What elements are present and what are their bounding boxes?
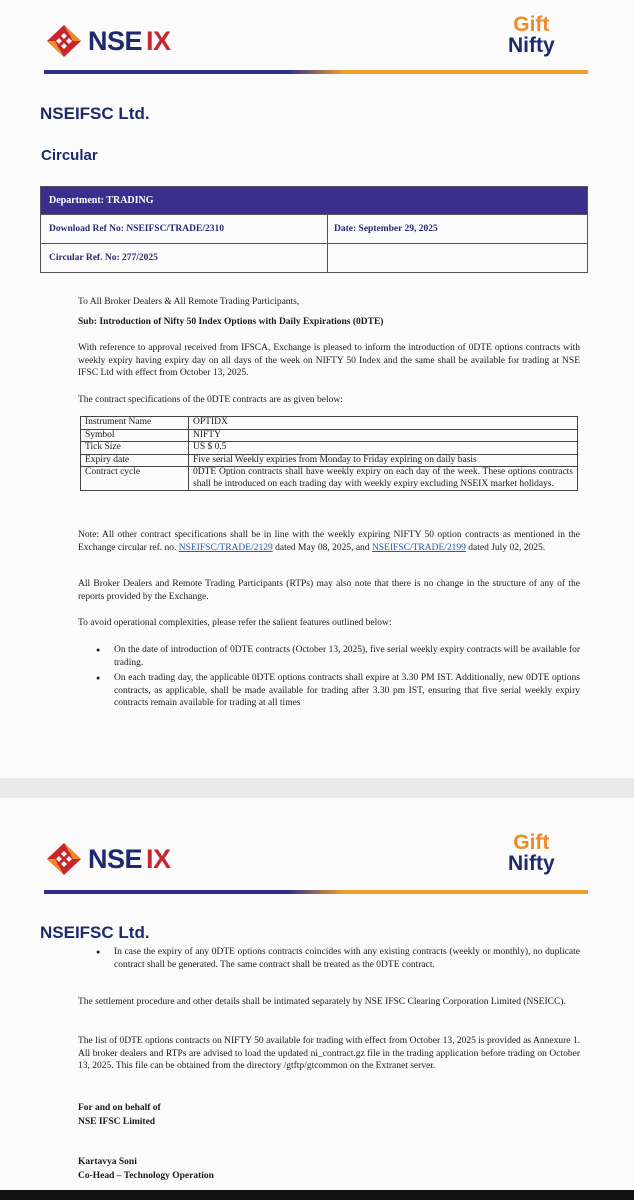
sign-off-entity: NSE IFSC Limited bbox=[78, 1117, 156, 1127]
empty-cell bbox=[328, 244, 587, 272]
signer-name: Kartavya Soni bbox=[78, 1157, 137, 1167]
nseix-logo bbox=[46, 24, 171, 58]
header-divider bbox=[44, 890, 588, 894]
company-name: NSEIFSC Ltd. bbox=[40, 923, 150, 942]
table-row bbox=[81, 442, 578, 455]
note-paragraph: Note: All other contract specifications shall be in line with the weekly expiring NIFTY 50 option contracts as mentioned in the Exchange circular ref. no. NSEIFSC/TRADE/2129 dated May 08, 2025, and NSEIFSC/TRADE/2199 dated July 02, 2025. bbox=[78, 530, 580, 553]
spec-intro: The contract specifications of the 0DTE contracts are as given below: bbox=[78, 395, 343, 405]
reports-paragraph: All Broker Dealers and Remote Trading Participants (RTPs) may also note that there is no change in the structure of any of the reports provided by the Exchange. bbox=[78, 579, 580, 602]
spec-value: OPTIDX bbox=[189, 417, 578, 430]
download-ref: Download Ref No: NSEIFSC/TRADE/2310 bbox=[41, 215, 328, 243]
spec-key: Contract cycle bbox=[81, 467, 189, 491]
circular-title: Circular bbox=[41, 147, 98, 164]
spec-value: 0DTE Option contracts shall have weekly expiry on each day of the week. These options contracts shall be introduced on each trading day with weekly expiry excluding NSEIX market holidays. bbox=[189, 467, 578, 491]
salient-features-list bbox=[96, 644, 580, 713]
contract-list-paragraph: The list of 0DTE options contracts on NIFTY 50 available for trading with effect from October 13, 2025 is provided as Annexure 1. All broker dealers and RTPs are advised to load the updated ni_contract.gz file in the trading application before trading on October 13, 2025. This file can be obtained from the directory /gtftp/gtcommon on the Extranet server. bbox=[78, 1036, 580, 1071]
table-row bbox=[81, 467, 578, 491]
department-band: Department: TRADING bbox=[41, 187, 587, 214]
settlement-paragraph: The settlement procedure and other details shall be intimated separately by NSE IFSC Clearing Corporation Limited (NSEICC). bbox=[78, 997, 566, 1007]
subject-line: Sub: Introduction of Nifty 50 Index Options with Daily Expirations (0DTE) bbox=[78, 317, 384, 327]
nifty-text: Nifty bbox=[508, 34, 555, 57]
nifty-text: Nifty bbox=[508, 852, 555, 875]
circular-date: Date: September 29, 2025 bbox=[334, 224, 438, 234]
circular-link-2129[interactable]: NSEIFSC/TRADE/2129 bbox=[178, 542, 273, 553]
salient-features-list-cont bbox=[96, 946, 580, 974]
reference-row bbox=[41, 243, 587, 272]
list-item: ● In case the expiry of any 0DTE options contracts coincides with any existing contracts (weekly or monthly), no duplicate contract shall be generated. The same contract shall be treated as the 0DTE contract. bbox=[96, 946, 580, 971]
logo-wordmark: NSE IX bbox=[88, 25, 171, 56]
spec-value: US $ 0.5 bbox=[189, 442, 578, 455]
circular-ref: Circular Ref. No: 277/2025 bbox=[41, 244, 328, 272]
gift-text: Gift bbox=[513, 13, 550, 36]
bottom-edge bbox=[0, 1190, 634, 1200]
company-name: NSEIFSC Ltd. bbox=[40, 104, 150, 123]
spec-value: Five serial Weekly expiries from Monday to Friday expiring on daily basis bbox=[189, 454, 578, 467]
spec-key: Instrument Name bbox=[81, 417, 189, 430]
signer-title: Co-Head – Technology Operation bbox=[78, 1171, 214, 1181]
gift-text: Gift bbox=[513, 831, 550, 854]
list-item: ● On each trading day, the applicable 0DTE options contracts shall expire at 3.30 PM IST. Additionally, new 0DTE options contracts, as applicable, shall be made available for trading after 3.30 pm IST, ensuring that five serial weekly expiry contracts remain available for trading at all times bbox=[96, 672, 580, 710]
header-divider bbox=[44, 70, 588, 74]
reference-table bbox=[40, 186, 588, 273]
reference-row bbox=[41, 214, 587, 243]
circular-link-2199[interactable]: NSEIFSC/TRADE/2199 bbox=[371, 542, 466, 553]
logo-wordmark: NSE IX bbox=[88, 843, 171, 874]
nseix-emblem-icon bbox=[46, 842, 82, 876]
spec-value: NIFTY bbox=[189, 429, 578, 442]
addressee: To All Broker Dealers & All Remote Trading Participants, bbox=[78, 297, 300, 307]
list-item: ● On the date of introduction of 0DTE contracts (October 13, 2025), five serial weekly expiry contracts will be available for trading. bbox=[96, 644, 580, 669]
intro-paragraph: With reference to approval received from IFSCA, Exchange is pleased to inform the introduction of 0DTE options contracts with weekly expiry having expiry day on all days of the week on NIFTY 50 Index and the same shall be available for trading at NSE IFSC Ltd with effect from October 13, 2025. bbox=[78, 343, 580, 378]
gift-nifty-logo bbox=[508, 14, 555, 56]
spec-key: Expiry date bbox=[81, 454, 189, 467]
nseix-logo bbox=[46, 842, 171, 876]
circular-page-2 bbox=[0, 798, 634, 1190]
gift-nifty-logo bbox=[508, 832, 555, 874]
spec-key: Tick Size bbox=[81, 442, 189, 455]
sign-off-line: For and on behalf of bbox=[78, 1103, 161, 1113]
table-row bbox=[81, 454, 578, 467]
salient-intro: To avoid operational complexities, please refer the salient features outlined below: bbox=[78, 618, 392, 628]
spec-key: Symbol bbox=[81, 429, 189, 442]
contract-spec-table bbox=[80, 416, 578, 491]
table-row bbox=[81, 429, 578, 442]
nseix-emblem-icon bbox=[46, 24, 82, 58]
table-row bbox=[81, 417, 578, 430]
